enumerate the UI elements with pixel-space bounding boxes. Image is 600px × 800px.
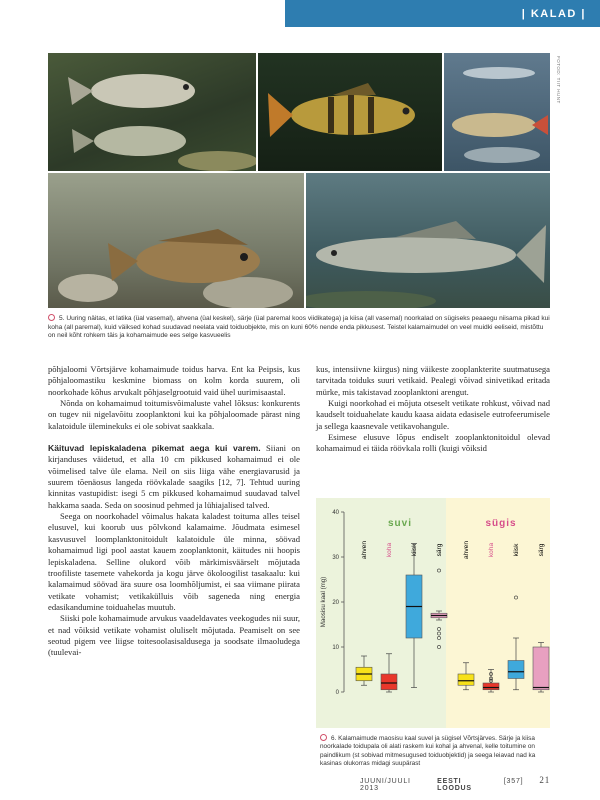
paragraph: kus, intensiivne kiirgus) ning väikeste zooplankterite suutmatusega tarvitada toiduks suuri vetikaid. Pealegi võivad sinivetikad eritada mürke, mis takistavad zooplanktoni arengut. [316,364,550,397]
paragraph: Esimese elusuve lõpus endiselt zooplanktonitoidul olevad kohamaimud ei täida röövkala rolli (kuigi võiksid [316,432,550,454]
section-heading: Käituvad lepiskaladena pikemat aega kui varem. [48,443,261,454]
category-label: koha [386,542,393,558]
paragraph-text: Siiani on kirjanduses väidetud, et alla 10 cm pikkused kohamaimud ei ole võimelised talve üle elama. Neil on siis liiga vähe energiavarusid ja suurem tõenäosus langeda röövkalade saagiks [12, 7]. Tehtud uuring kinnitas vastupidist: isegi 5 cm pikkused kohamaimud suudavad talvel hakkama saada. Seda on soosinud pehmed ja lühiajalised talved. [48,443,300,510]
sarg-photo [444,53,550,171]
chart-caption-text: 6. Kalamaimude maosisu kaal suvel ja sügisel Võrtsjärves. Särje ja kiisa noorkalade toidupala oli alati raskem kui kohal ja ahvenal, kelle toitumine on paindlikum (st sobivad mitmesugused toiduobjektid) ja seega leiavad nad ka kasinas olukorras midagi suupärast [320,735,536,768]
category-label: ahven [361,541,368,559]
category-label: särg [538,543,545,557]
category-label: ahven [463,541,470,559]
box-sügis-särg [533,647,549,690]
chart-svg [316,498,550,728]
box-sügis-ahven [458,674,474,685]
page-number: 21 [539,775,550,785]
caption-bullet-icon [48,314,55,321]
footer-issue-page: [357] [503,778,524,785]
paragraph: Seega on noorkohadel võimalus hakata kaladest toituma alles teisel elusuvel, kui koorub uus põlvkond kalamaime. Jõudmata esimesel kasvusuvel loomplanktonitoidult kalatoidule üle minna, söövad kohamaimud ligi pool aastat kauem zooplanktonit, käitudes nii hoopis lepiskaladena. Selline olukord võib märkimisväärselt mõjutada troofiliste tasemete vahekorda ja kogu järve ökoloogilist tasakaalu: kui kalamaimud söövad ära suure osa loomhõljumist, ei saa viimane piirata vetikate vohamist; vetikakülluis võib sageneda ning energia edasikandumine toiduahelas muutub. [48,511,300,612]
y-axis-label: Maosisu kaal (mg) [320,576,327,628]
category-label: särg [436,543,443,557]
stomach-content-chart [316,498,550,728]
photo-credit: FOTOD: TIIT HUNT [556,56,561,104]
article-column-right [316,364,550,455]
koha-photo [306,173,550,308]
caption-bullet-icon [320,734,327,741]
category-label: kiisk [513,543,520,557]
section-tab-kalad [285,0,600,27]
box-sügis-koha [483,683,499,690]
paragraph: Nõnda on kohamaimud toitumisvõimaluste vahel lõksus: konkurents on tugev nii nigelavõitu zooplanktoni kui ka põhjaloomade pärast ning kalatoidule üleminekuks ei ole sobivat saakkala. [48,398,300,431]
box-suvi-koha [381,674,397,690]
y-tick-label: 0 [335,690,339,696]
box-sügis-kiisk [508,661,524,679]
section-label: | KALAD | [521,7,586,20]
y-tick-label: 30 [332,555,339,561]
photo-caption [48,314,550,341]
footer-magazine: EESTI LOODUS [437,778,472,792]
latikas-ahven-photo [48,53,256,171]
ahven-photo [258,53,442,171]
photo-caption-text: 5. Uuring näitas, et latika (üal vasemal), ahvena (üal keskel), särje (üal paremal koos viidikatega) ja kiisa (all vasemal) noorkalad on sügiseks peaaegu niisama pikad kui koha (all paremal), kuid väiksed kohad suudavad neelata vaid toiduobjekte, mis on kuni 60% nende enda pikkusest. Teistel kalamaimudel on veel muidki eeliseid, mistõttu on neil kõht rohkem täis ja kohamaimude ees selge kasvueelis [48,315,550,340]
page-footer [360,775,550,792]
y-tick-label: 20 [332,600,339,606]
y-tick-label: 10 [332,645,339,651]
footer-issue: JUUNI/JUULI 2013 [360,778,411,792]
group-title-sugis: sügis [485,518,517,529]
group-bg-sugis [446,498,550,728]
article-column-left [48,364,300,659]
group-title-suvi: suvi [387,518,413,529]
paragraph: Siiski pole kohamaimude arvukus vaadeldavates veekogudes nii suur, et nad võiksid vetikate vohamist oluliselt mõjutada. Peamiselt on see seotud pigem vee liigse toitesoolasisaldusega ja soodsate ilmaoludega (tuulevai- [48,613,300,658]
category-label: kiisk [411,543,418,557]
category-label: koha [488,542,495,558]
chart-caption [320,734,550,769]
kiisk-photo [48,173,304,308]
paragraph: Kuigi noorkohad ei mõjuta otseselt vetikate rohkust, võivad nad kaudselt toiduahelate kaudu kaasa aidata edasisele eutrofeerumisele ja sellega kaasnevale vetikavohangule. [316,398,550,431]
y-tick-label: 40 [332,510,339,516]
paragraph: põhjaloomi Võrtsjärve kohamaimude toidus harva. Ent ka Peipsis, kus põhjaloomastiku keskmine biomass on kolm korda suurem, oli noorkohade kõhus arvukalt põhjaselgrootuid vaid ühel uurimisaastal. [48,364,300,397]
